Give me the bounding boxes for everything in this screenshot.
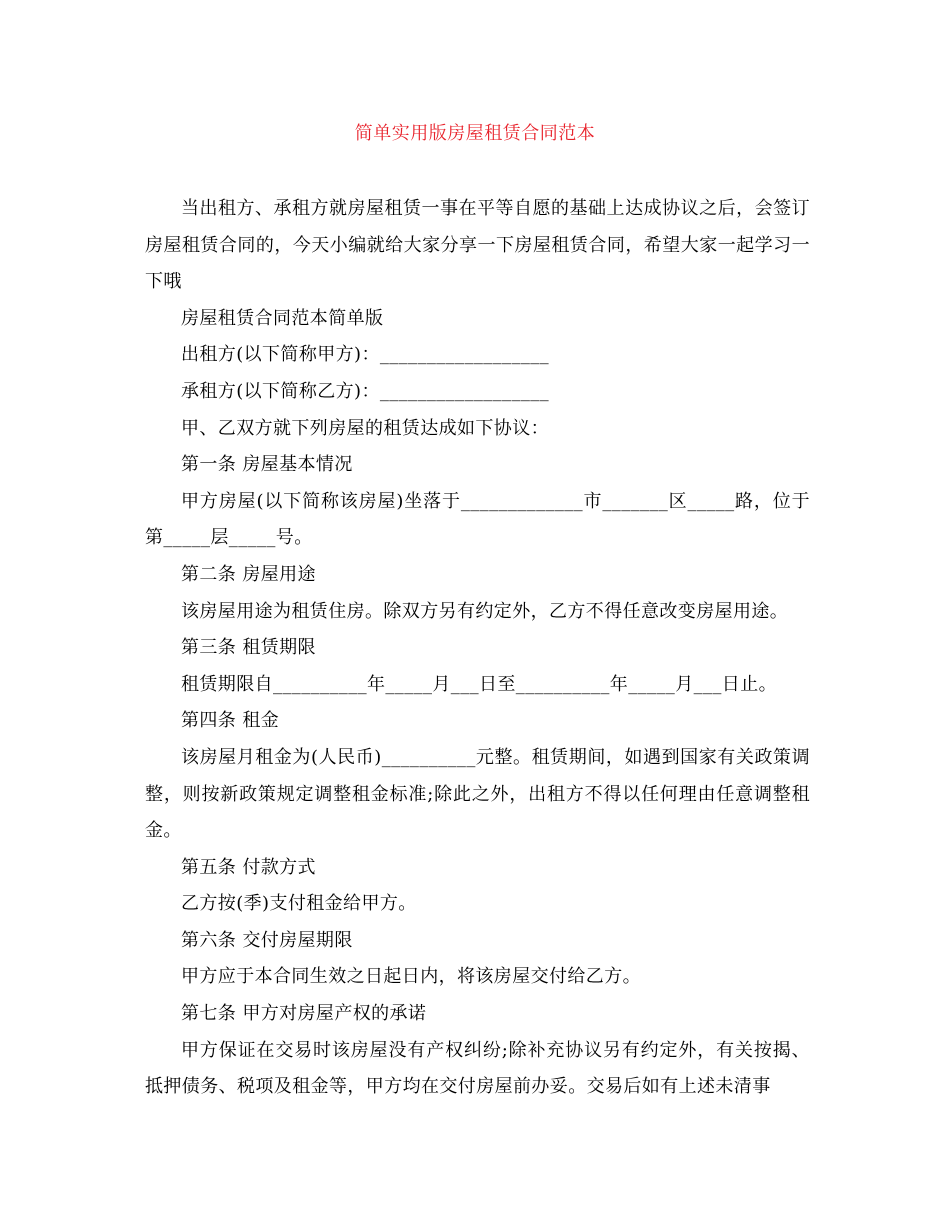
article-5-heading: 第五条 付款方式	[181, 856, 316, 878]
article-4-text: 该房屋月租金为(人民币)__________元整。租赁期间，如遇到国家有关政策调整，则按新政策规定调整租金标准;除此之外，出租方不得以任何理由任意调整租金。	[145, 746, 810, 842]
article-2-heading: 第二条 房屋用途	[181, 563, 316, 585]
article-1-text: 甲方房屋(以下简称该房屋)坐落于_____________市_______区_____路，位于第_____层_____号。	[145, 490, 810, 549]
article-6-heading: 第六条 交付房屋期限	[181, 929, 353, 951]
article-5-text: 乙方按(季)支付租金给甲方。	[181, 893, 417, 915]
contract-subtitle: 房屋租赁合同范本简单版	[181, 307, 384, 329]
article-2-text: 该房屋用途为租赁住房。除双方另有约定外，乙方不得任意改变房屋用途。	[181, 600, 789, 622]
lessee-line: 承租方(以下简称乙方)：__________________	[181, 380, 550, 402]
lessor-line: 出租方(以下简称甲方)：__________________	[181, 344, 550, 366]
document-title: 简单实用版房屋租赁合同范本	[354, 123, 596, 144]
article-7-heading: 第七条 甲方对房屋产权的承诺	[181, 1003, 427, 1025]
article-4-heading: 第四条 租金	[181, 710, 280, 732]
article-1-heading: 第一条 房屋基本情况	[181, 454, 353, 476]
agreement-intro: 甲、乙双方就下列房屋的租赁达成如下协议：	[181, 417, 549, 439]
article-6-text: 甲方应于本合同生效之日起日内，将该房屋交付给乙方。	[181, 966, 641, 988]
intro-paragraph: 当出租方、承租方就房屋租赁一事在平等自愿的基础上达成协议之后，会签订房屋租赁合同的，今天小编就给大家分享一下房屋租赁合同，希望大家一起学习一下哦	[145, 198, 810, 293]
article-3-heading: 第三条 租赁期限	[181, 637, 316, 659]
article-3-text: 租赁期限自__________年_____月___日至__________年_____月___日止。	[181, 673, 777, 695]
document-body	[145, 191, 810, 1106]
article-7-text: 甲方保证在交易时该房屋没有产权纠纷;除补充协议另有约定外，有关按揭、抵押债务、税项及租金等，甲方均在交付房屋前办妥。交易后如有上述未清事	[145, 1039, 810, 1098]
